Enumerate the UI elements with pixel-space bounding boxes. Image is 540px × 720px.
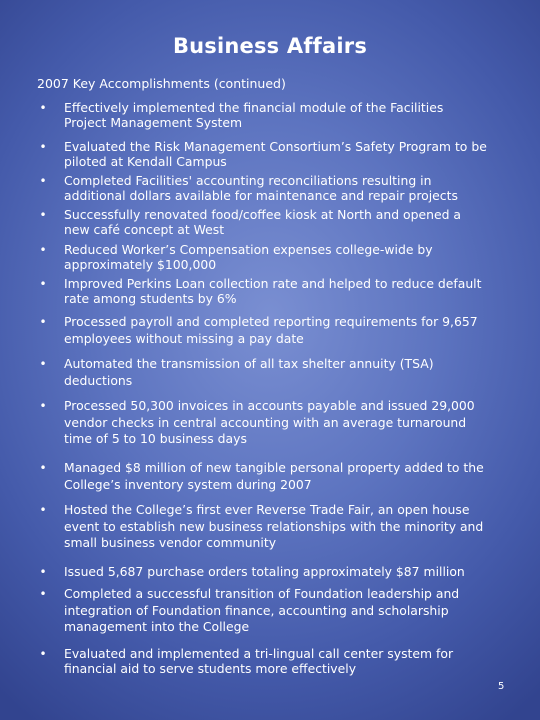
- bullet-text: Automated the transmission of all tax shelter annuity (TSA) deductions: [64, 356, 434, 388]
- bullet-dot-icon: •: [39, 243, 47, 257]
- bullet-dot-icon: •: [39, 565, 47, 579]
- slide-title: Business Affairs: [172, 34, 368, 58]
- bullet-text: Processed 50,300 invoices in accounts payable and issued 29,000 vendor checks in central accounting with an average turnaround time of 5 to 10 business days: [64, 398, 475, 446]
- bullet-dot-icon: •: [39, 208, 47, 222]
- page-number: 5: [498, 681, 505, 692]
- bullet-text: Completed Facilities' accounting reconciliations resulting in additional dollars available for maintenance and repair projects: [64, 173, 458, 203]
- bullet-text: Evaluated the Risk Management Consortium’s Safety Program to be piloted at Kendall Campus: [64, 139, 487, 169]
- bullet-dot-icon: •: [39, 399, 47, 413]
- bullet-text: Issued 5,687 purchase orders totaling approximately $87 million: [64, 564, 465, 579]
- bullet-dot-icon: •: [39, 140, 47, 154]
- bullet-text: Hosted the College’s first ever Reverse Trade Fair, an open house event to establish new business relationships with the minority and small business vendor community: [64, 502, 484, 550]
- bullet-dot-icon: •: [39, 647, 47, 661]
- bullet-dot-icon: •: [39, 277, 47, 291]
- bullet-dot-icon: •: [39, 101, 47, 115]
- bullet-text: Processed payroll and completed reporting requirements for 9,657 employees without missing a pay date: [64, 314, 478, 346]
- bullet-dot-icon: •: [39, 357, 47, 371]
- slide-subtitle: 2007 Key Accomplishments (continued): [37, 76, 286, 91]
- bullet-dot-icon: •: [39, 587, 47, 601]
- bullet-dot-icon: •: [39, 315, 47, 329]
- bullet-dot-icon: •: [39, 461, 47, 475]
- bullet-text: Completed a successful transition of Foundation leadership and integration of Foundation finance, accounting and scholarship management into the College: [64, 586, 460, 634]
- bullet-text: Improved Perkins Loan collection rate and helped to reduce default rate among students by 6%: [64, 276, 482, 306]
- bullet-text: Reduced Worker’s Compensation expenses college-wide by approximately $100,000: [64, 242, 433, 272]
- bullet-text: Managed $8 million of new tangible personal property added to the College’s inventory system during 2007: [64, 460, 484, 492]
- bullet-text: Effectively implemented the financial module of the Facilities Project Management System: [64, 100, 444, 130]
- bullet-dot-icon: •: [39, 503, 47, 517]
- bullet-text: Successfully renovated food/coffee kiosk at North and opened a new café concept at West: [64, 207, 461, 237]
- bullet-text: Evaluated and implemented a tri-lingual call center system for financial aid to serve students more effectively: [64, 646, 454, 676]
- bullet-dot-icon: •: [39, 174, 47, 188]
